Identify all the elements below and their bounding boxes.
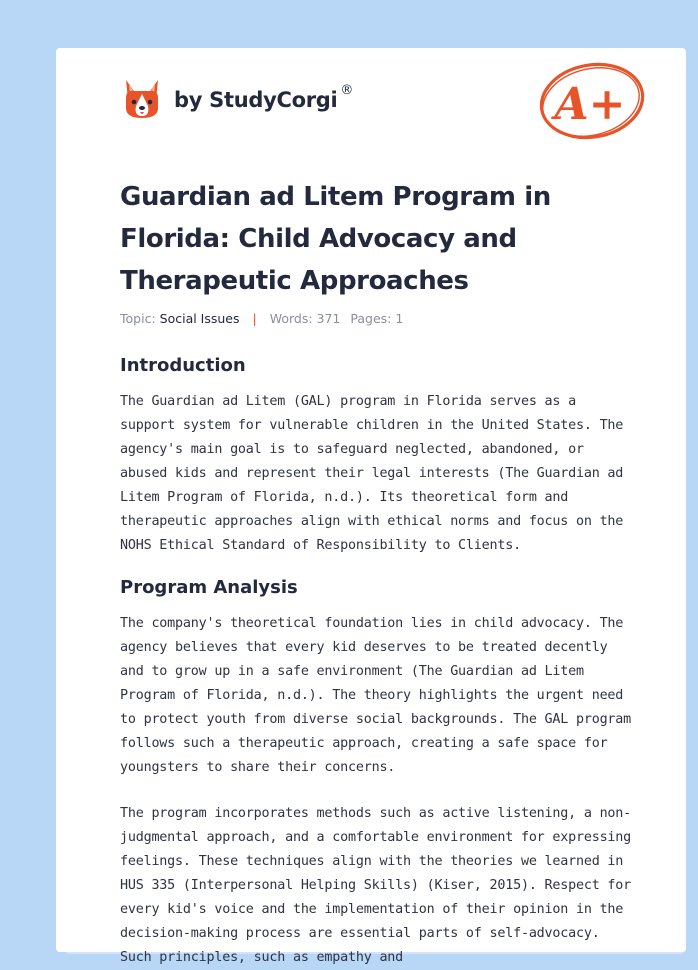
section-heading-program-analysis: Program Analysis [120, 577, 298, 598]
paragraph-program-analysis-2: The program incorporates methods such as active listening, a non-judgmental approach, and a comfortable environment for expressing feelings. These techniques align with the theories we learned in HUS 335 (Interpersonal Helping Skills) (Kiser, 2015). Respect for every kid's voice and the implementation of their opinion in the decision-making process are essential parts of self-advocacy. Such principles, such as empathy and [120, 806, 632, 965]
document-page [56, 48, 686, 965]
meta-separator: | [252, 311, 257, 326]
article-body [120, 348, 632, 970]
grade-badge-icon [536, 60, 648, 142]
section-heading-introduction: Introduction [120, 355, 246, 376]
page-title: Guardian ad Litem Program in Florida: Child Advocacy and Therapeutic Approaches [120, 182, 551, 296]
registered-mark: ® [340, 82, 354, 98]
brand-name: by StudyCorgi [174, 88, 338, 112]
article-meta [120, 311, 403, 326]
paragraph-program-analysis-1: The company's theoretical foundation lies in child advocacy. The agency believes that every kid deserves to be treated decently and to grow up in a safe environment (The Guardian ad Litem Program of Florida, n.d.). The theory highlights the urgent need to protect youth from diverse social backgrounds. The GAL program follows such a therapeutic approach, creating a safe space for youngsters to share their concerns. [120, 616, 632, 775]
topic-label: Topic: [120, 311, 156, 326]
corgi-logo-icon [122, 78, 162, 122]
topic-link[interactable]: Social Issues [159, 311, 240, 326]
page-count: Pages: 1 [350, 311, 404, 326]
paragraph-introduction: The Guardian ad Litem (GAL) program in Florida serves as a support system for vulnerable children in the United States. The agency's main goal is to safeguard neglected, abandoned, or abused kids and represent their legal interests (The Guardian ad Litem Program of Florida, n.d.). Its theoretical form and therapeutic approaches align with ethical norms and focus on the NOHS Ethical Standard of Responsibility to Clients. [120, 394, 624, 553]
grade-text: A+ [554, 79, 626, 130]
brand-logo[interactable] [122, 78, 353, 122]
word-count: Words: 371 [269, 311, 341, 326]
